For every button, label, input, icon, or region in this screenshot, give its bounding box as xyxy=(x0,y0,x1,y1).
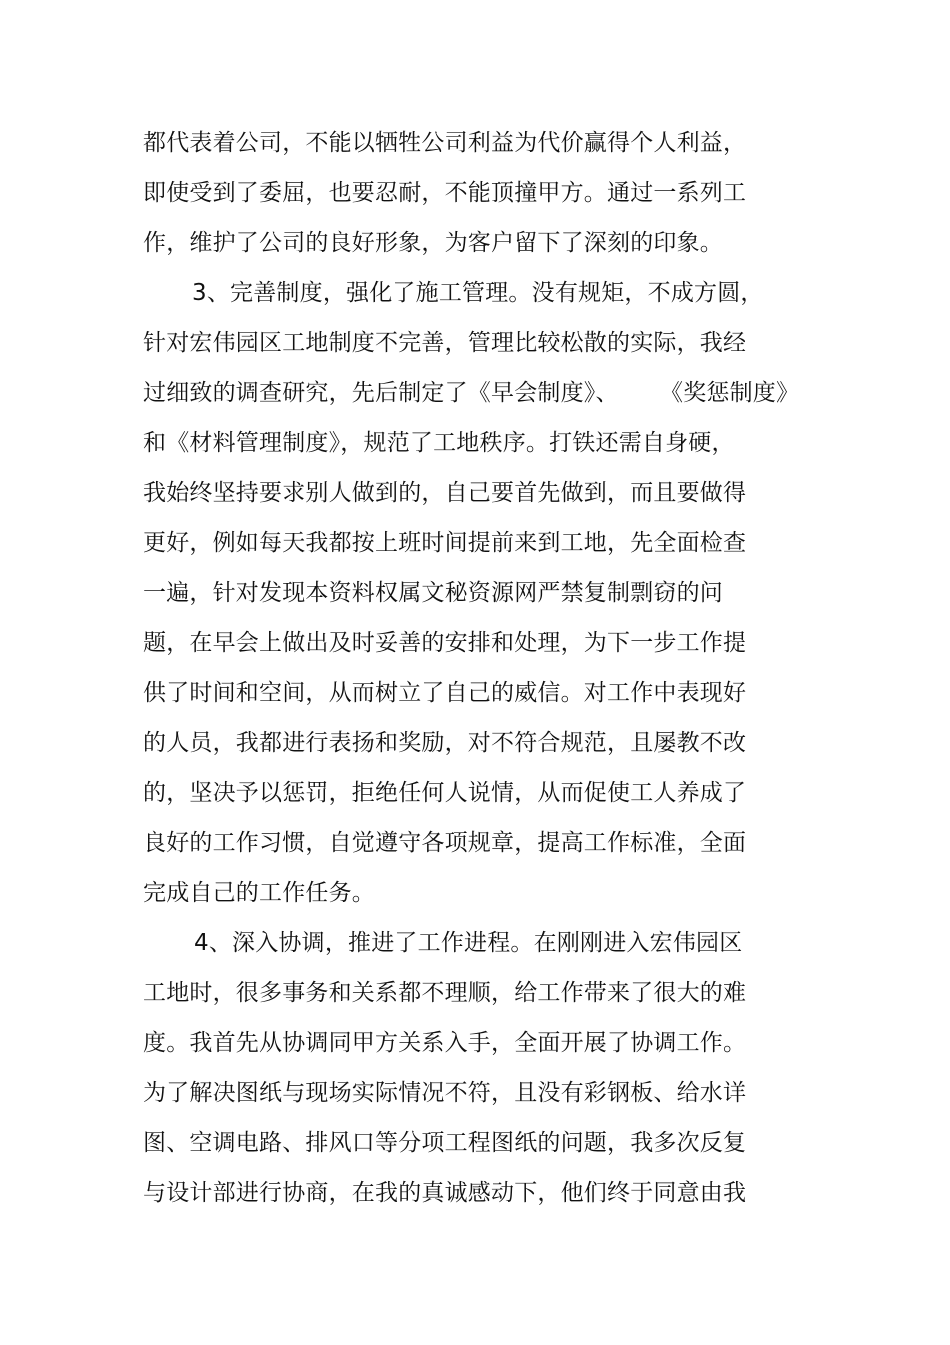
text-line: 过细致的调查研究，先后制定了《早会制度》、 xyxy=(143,380,619,406)
paragraph-4-heading: 4、深入协调，推进了工作进程。在刚刚进入宏伟园区 xyxy=(194,930,743,956)
text-line: 供了时间和空间，从而树立了自己的威信。对工作中表现好 xyxy=(143,680,747,706)
text-line: 完成自己的工作任务。 xyxy=(143,880,375,906)
text-line: 即使受到了委屈，也要忍耐，不能顶撞甲方。通过一系列工 xyxy=(143,180,747,206)
text-line: 更好，例如每天我都按上班时间提前来到工地，先全面检查 xyxy=(143,530,747,556)
text-line: 题，在早会上做出及时妥善的安排和处理，为下一步工作提 xyxy=(143,630,747,656)
paragraph-3-heading: 3、完善制度，强化了施工管理。没有规矩，不成方圆， xyxy=(192,280,764,306)
text-line: 的，坚决予以惩罚，拒绝任何人说情，从而促使工人养成了 xyxy=(143,780,747,806)
text-line: 与设计部进行协商，在我的真诚感动下，他们终于同意由我 xyxy=(143,1180,747,1206)
text-line: 和《材料管理制度》，规范了工地秩序。打铁还需自身硬， xyxy=(143,430,735,456)
text-line: 图、空调电路、排风口等分项工程图纸的问题，我多次反复 xyxy=(143,1130,747,1156)
text-line: 作，维护了公司的良好形象，为客户留下了深刻的印象。 xyxy=(143,230,723,256)
text-line: 的人员，我都进行表扬和奖励，对不符合规范，且屡教不改 xyxy=(143,730,747,756)
text-line: 良好的工作习惯，自觉遵守各项规章，提高工作标准，全面 xyxy=(143,830,747,856)
text-line: 度。我首先从协调同甲方关系入手，全面开展了协调工作。 xyxy=(143,1030,747,1056)
text-line: 都代表着公司，不能以牺牲公司利益为代价赢得个人利益， xyxy=(143,130,747,156)
text-line: 工地时，很多事务和关系都不理顺，给工作带来了很大的难 xyxy=(143,980,747,1006)
text-line: 我始终坚持要求别人做到的，自己要首先做到，而且要做得 xyxy=(143,480,747,506)
text-line-fragment: 《奖惩制度》 xyxy=(660,380,800,406)
text-line: 为了解决图纸与现场实际情况不符，且没有彩钢板、给水详 xyxy=(143,1080,747,1106)
text-line: 针对宏伟园区工地制度不完善，管理比较松散的实际，我经 xyxy=(143,330,747,356)
text-line: 一遍，针对发现本资料权属文秘资源网严禁复制剽窃的问 xyxy=(143,580,723,606)
